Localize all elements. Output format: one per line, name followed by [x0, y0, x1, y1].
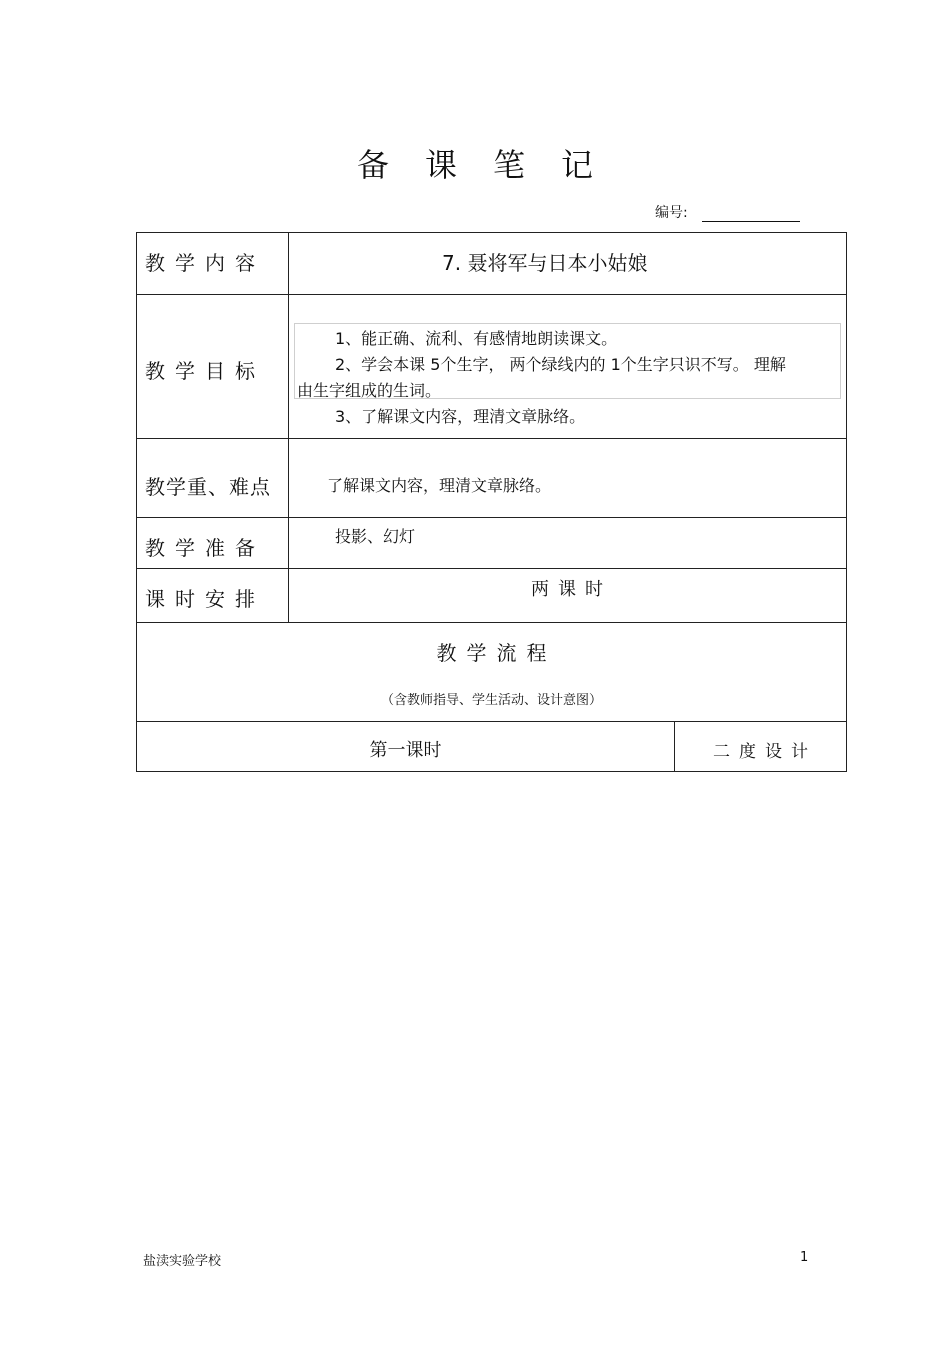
- page-title: 备课笔记: [356, 146, 629, 184]
- lesson-title: 7. 聂将军与日本小姑娘: [442, 251, 648, 275]
- goal-item: 由生字组成的生词。: [297, 381, 442, 400]
- row-content-label-cell: [136, 232, 289, 295]
- goals-label: 教学目标: [145, 359, 265, 383]
- row-flow-cell: [136, 622, 847, 722]
- goal-item: 1、能正确、流利、有感情地朗读课文。: [335, 329, 618, 348]
- keypoints-label: 教学重、难点: [145, 475, 271, 499]
- schedule-label: 课时安排: [145, 587, 265, 611]
- row-keypoints-value-cell: [288, 438, 847, 518]
- flow-note: （含教师指导、学生活动、设计意图）: [380, 693, 602, 708]
- prep-value: 投影、幻灯: [335, 527, 416, 546]
- page-number: 1: [800, 1250, 809, 1265]
- goal-item: 2、学会本课 5个生字， 两个绿线内的 1个生字只识不写。 理解: [335, 355, 786, 374]
- row-content-value-cell: [288, 232, 847, 295]
- row-prep-label-cell: [136, 517, 289, 569]
- second-design-label: 二度设计: [713, 742, 817, 762]
- content-label: 教学内容: [145, 251, 265, 275]
- row-schedule-label-cell: [136, 568, 289, 623]
- lesson-first-label: 第一课时: [369, 740, 442, 761]
- serial-blank-line[interactable]: [702, 207, 800, 222]
- serial-number-field: [655, 202, 800, 222]
- row-lesson-left-cell: [136, 721, 675, 772]
- row-prep-value-cell: [288, 517, 847, 569]
- row-keypoints-label-cell: [136, 438, 289, 518]
- flow-label: 教学流程: [436, 641, 557, 665]
- keypoints-value: 了解课文内容，理清文章脉络。: [327, 476, 552, 495]
- goal-item: 3、了解课文内容，理清文章脉络。: [335, 407, 586, 426]
- row-schedule-value-cell: [288, 568, 847, 623]
- schedule-value: 两课时: [531, 579, 612, 600]
- row-goals-label-cell: [136, 294, 289, 439]
- row-lesson-right-cell: [674, 721, 847, 772]
- serial-label: 编号:: [655, 205, 688, 221]
- prep-label: 教学准备: [145, 536, 265, 560]
- footer-school: 盐渎实验学校: [143, 1254, 222, 1269]
